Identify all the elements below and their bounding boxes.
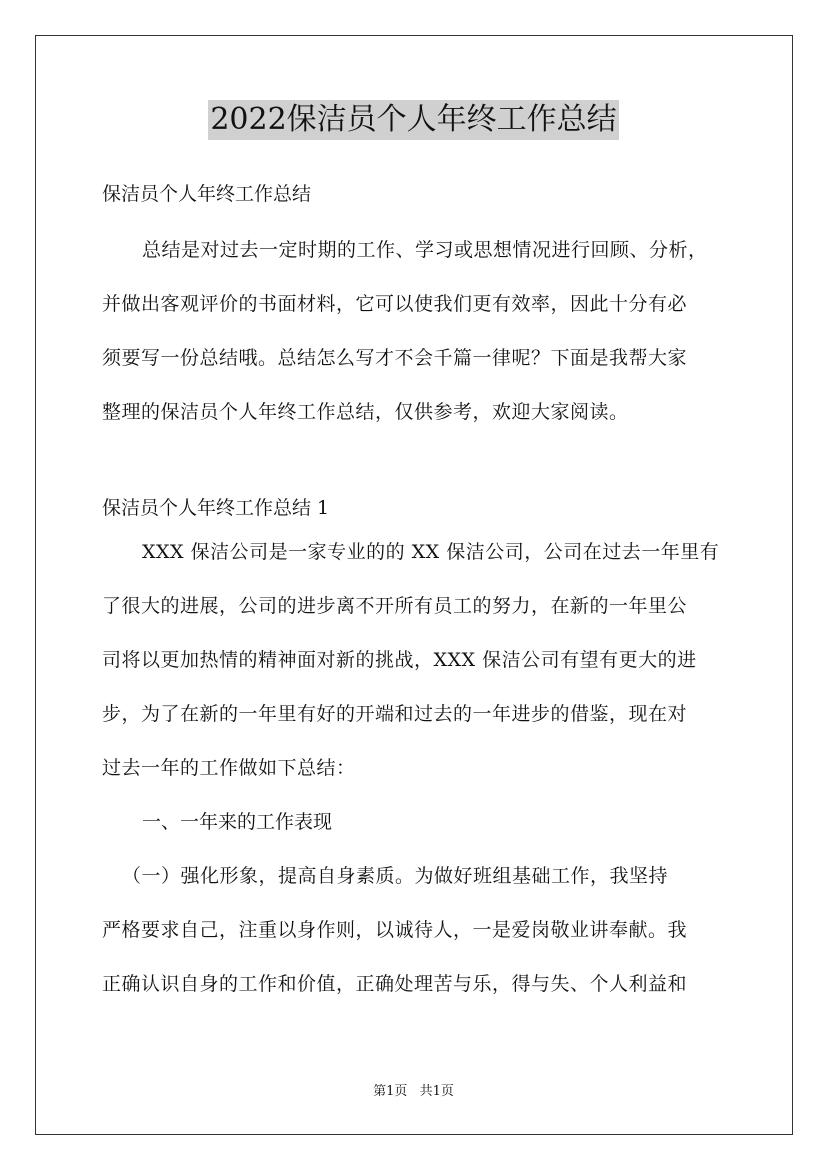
page-number: 第1页 — [373, 1084, 408, 1099]
page-total: 共1页 — [419, 1084, 454, 1099]
intro-line: 并做出客观评价的书面材料，它可以使我们更有效率，因此十分有必 — [102, 293, 688, 315]
intro-line: 须要写一份总结哦。总结怎么写才不会千篇一律呢？下面是我帮大家 — [102, 347, 688, 369]
subsection-heading: 一、一年来的工作表现 — [142, 811, 333, 833]
section-line: 正确认识自身的工作和价值，正确处理苦与乐，得与失、个人利益和 — [102, 973, 688, 995]
page-footer — [0, 1084, 827, 1100]
document-title: 2022保洁员个人年终工作总结 — [208, 100, 618, 140]
section-paragraph — [102, 849, 730, 1011]
title-container — [0, 100, 827, 140]
body-paragraph — [102, 525, 730, 795]
intro-paragraph — [102, 223, 730, 439]
section-heading-main: 保洁员个人年终工作总结 — [102, 183, 312, 205]
body-line: 司将以更加热情的精神面对新的挑战，XXX 保洁公司有望有更大的进 — [102, 649, 697, 671]
section-line: 严格要求自己，注重以身作则，以诚待人，一是爱岗敬业讲奉献。我 — [102, 919, 688, 941]
intro-line: 整理的保洁员个人年终工作总结，仅供参考，欢迎大家阅读。 — [102, 401, 629, 423]
document-body — [102, 175, 730, 1011]
section-line: （一）强化形象，提高自身素质。为做好班组基础工作，我坚持 — [122, 865, 669, 887]
body-line: XXX 保洁公司是一家专业的的 XX 保洁公司，公司在过去一年里有 — [142, 541, 720, 563]
section-heading-1: 保洁员个人年终工作总结 1 — [102, 497, 330, 519]
body-line: 过去一年的工作做如下总结： — [102, 757, 356, 779]
body-line: 了很大的进展，公司的进步离不开所有员工的努力，在新的一年里公 — [102, 595, 688, 617]
body-line: 步，为了在新的一年里有好的开端和过去的一年进步的借鉴，现在对 — [102, 703, 688, 725]
intro-line: 总结是对过去一定时期的工作、学习或思想情况进行回顾、分析， — [142, 239, 708, 261]
